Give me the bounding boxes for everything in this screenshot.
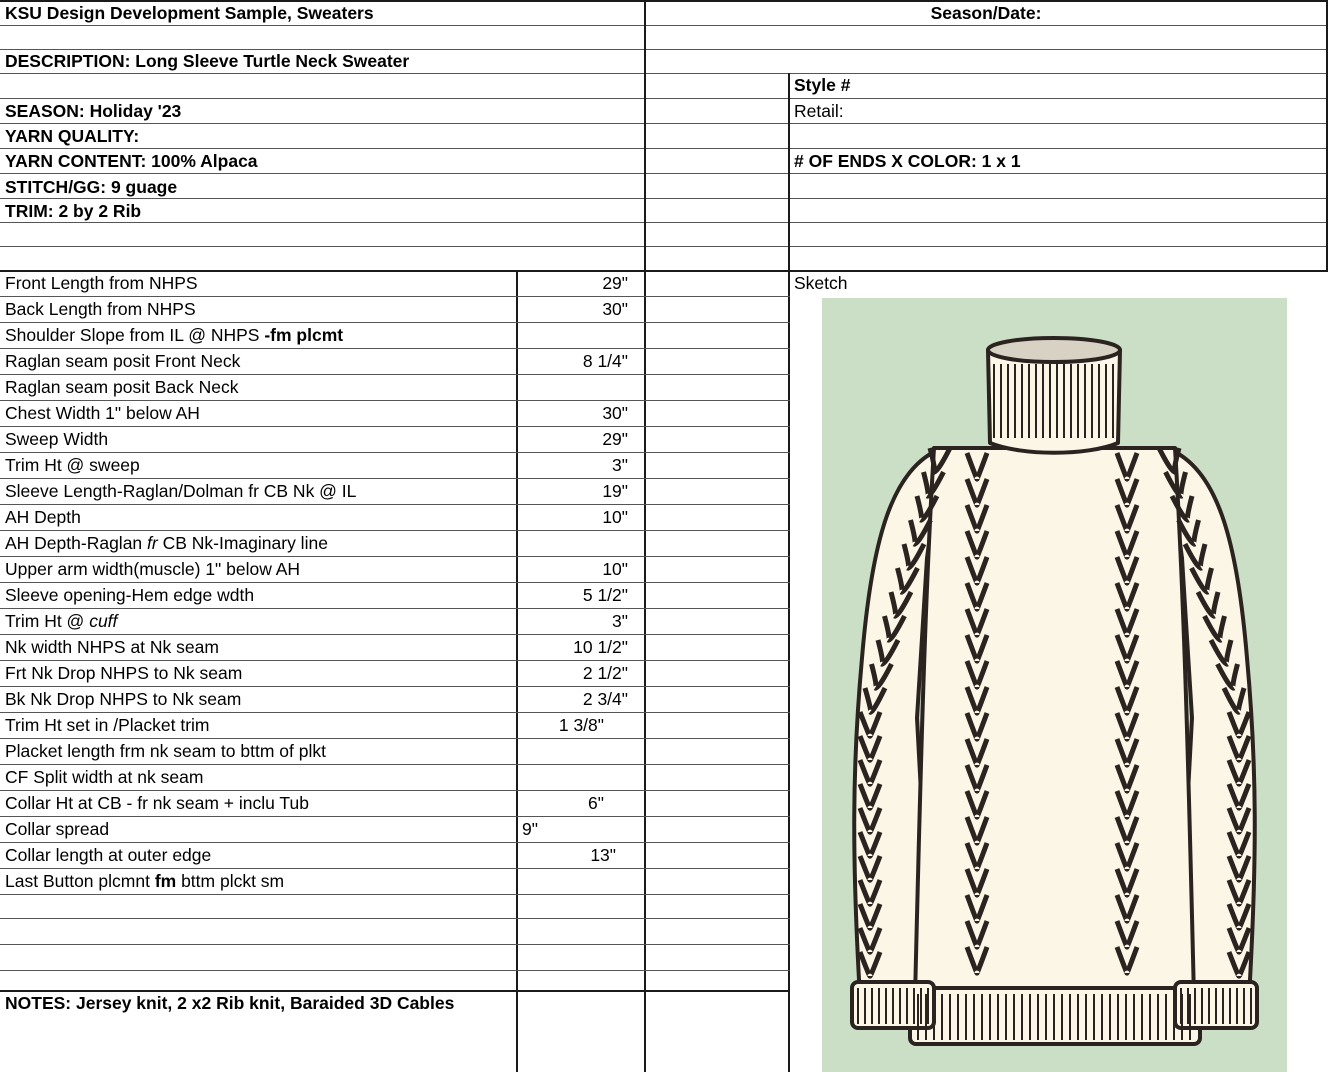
stitch-gauge-field: STITCH/GG: 9 guage xyxy=(5,177,178,197)
retail-label: Retail: xyxy=(794,101,844,121)
sketch-panel xyxy=(822,298,1287,1072)
grid-line xyxy=(0,25,1328,26)
grid-line xyxy=(516,270,518,1072)
measurement-value: 10 1/2" xyxy=(573,637,628,657)
grid-line xyxy=(788,73,790,1072)
measurement-label: AH Depth xyxy=(5,507,81,527)
measurement-label: Back Length from NHPS xyxy=(5,299,196,319)
measurement-label: Trim Ht set in /Placket trim xyxy=(5,715,210,735)
measurement-value: 10" xyxy=(602,559,628,579)
measurement-value: 3" xyxy=(612,455,628,475)
measurement-label: Front Length from NHPS xyxy=(5,273,198,293)
season-date-label: Season/Date: xyxy=(930,3,1042,23)
measurement-value: 13" xyxy=(590,845,616,865)
trim-field: TRIM: 2 by 2 Rib xyxy=(5,201,142,221)
description: DESCRIPTION: Long Sleeve Turtle Neck Sweater xyxy=(5,51,410,71)
grid-line xyxy=(0,816,790,817)
measurement-value: 2 1/2" xyxy=(582,663,628,683)
measurement-value: 30" xyxy=(602,299,628,319)
measurement-value: 2 3/4" xyxy=(582,689,628,709)
measurement-value: 29" xyxy=(602,429,628,449)
grid-line xyxy=(0,198,1328,199)
measurement-label: Sleeve Length-Raglan/Dolman fr CB Nk @ IL xyxy=(5,481,357,501)
measurement-label: Placket length frm nk seam to bttm of plkt xyxy=(5,741,326,761)
measurement-value: 30" xyxy=(602,403,628,423)
measurement-value: 10" xyxy=(602,507,628,527)
measurement-label: Nk width NHPS at Nk seam xyxy=(5,637,219,657)
measurement-label: CF Split width at nk seam xyxy=(5,767,204,787)
grid-line xyxy=(0,504,790,505)
measurement-label: Last Button plcmnt fm bttm plckt sm xyxy=(5,871,285,891)
grid-line xyxy=(644,0,646,1072)
grid-line xyxy=(0,73,1328,74)
grid-line xyxy=(0,123,1328,124)
ends-color-field: # OF ENDS X COLOR: 1 x 1 xyxy=(794,151,1021,171)
measurement-label: Shoulder Slope from IL @ NHPS -fm plcmt xyxy=(5,325,344,345)
measurement-label: Collar Ht at CB - fr nk seam + inclu Tub xyxy=(5,793,309,813)
grid-line xyxy=(0,222,1328,223)
measurement-label: Trim Ht @ cuff xyxy=(5,611,118,631)
grid-line xyxy=(0,270,1328,272)
measurement-label: Raglan seam posit Front Neck xyxy=(5,351,241,371)
measurement-label: Collar spread xyxy=(5,819,110,839)
measurement-label: Chest Width 1" below AH xyxy=(5,403,200,423)
sweater-sketch xyxy=(822,298,1287,1072)
measurement-value: 5 1/2" xyxy=(582,585,628,605)
measurement-label: Collar length at outer edge xyxy=(5,845,212,865)
season-field: SEASON: Holiday '23 xyxy=(5,101,182,121)
style-number-label: Style # xyxy=(794,75,851,95)
grid-line xyxy=(1326,0,1328,270)
grid-line xyxy=(0,98,1328,99)
grid-line xyxy=(0,246,1328,247)
measurement-label: Frt Nk Drop NHPS to Nk seam xyxy=(5,663,243,683)
measurement-label: Raglan seam posit Back Neck xyxy=(5,377,239,397)
measurement-value: 3" xyxy=(612,611,628,631)
sketch-label: Sketch xyxy=(794,273,848,293)
measurement-value: 8 1/4" xyxy=(582,351,628,371)
neck-opening xyxy=(988,338,1120,362)
measurement-value: 19" xyxy=(602,481,628,501)
sweater-body xyxy=(915,448,1194,998)
grid-line xyxy=(0,173,1328,174)
yarn-quality-field: YARN QUALITY: xyxy=(5,126,140,146)
grid-line xyxy=(0,426,790,427)
grid-line xyxy=(0,918,790,919)
sheet-title: KSU Design Development Sample, Sweaters xyxy=(5,3,374,23)
measurement-label: Upper arm width(muscle) 1" below AH xyxy=(5,559,301,579)
measurement-label: AH Depth-Raglan fr CB Nk-Imaginary line xyxy=(5,533,328,553)
grid-line xyxy=(0,944,790,945)
measurement-value: 1 3/8" xyxy=(558,715,604,735)
notes: NOTES: Jersey knit, 2 x2 Rib knit, Baraided 3D Cables xyxy=(5,993,455,1013)
measurement-label: Sleeve opening-Hem edge wdth xyxy=(5,585,255,605)
grid-line xyxy=(0,894,790,895)
measurement-label: Trim Ht @ sweep xyxy=(5,455,140,475)
measurement-label: Sweep Width xyxy=(5,429,109,449)
grid-line xyxy=(0,608,790,609)
measurement-value: 6" xyxy=(588,793,604,813)
measurement-value: 29" xyxy=(602,273,628,293)
yarn-content-field: YARN CONTENT: 100% Alpaca xyxy=(5,151,258,171)
measurement-value: 9" xyxy=(522,819,538,839)
grid-line xyxy=(0,970,790,971)
measurement-label: Bk Nk Drop NHPS to Nk seam xyxy=(5,689,242,709)
